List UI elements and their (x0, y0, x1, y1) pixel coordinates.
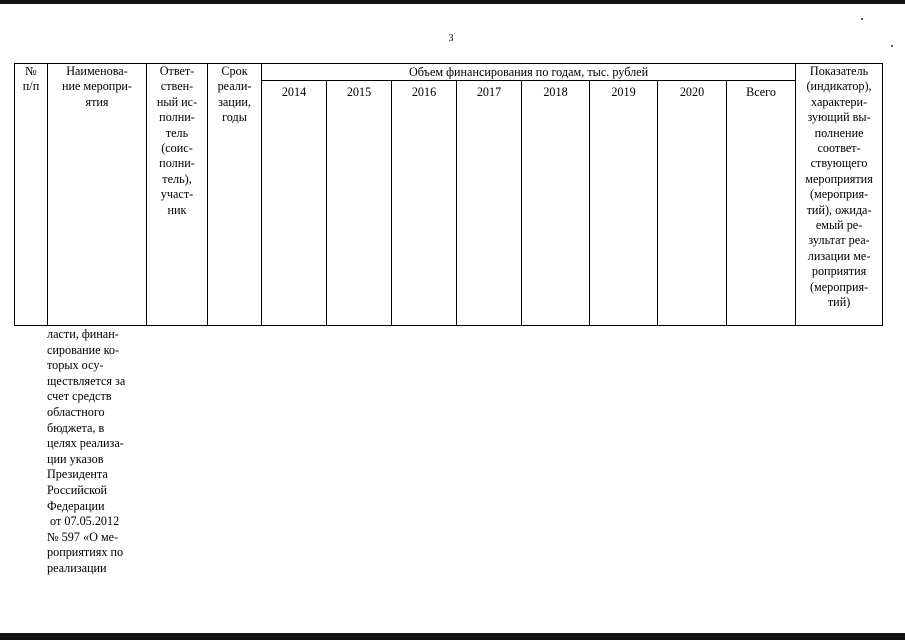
col-header-term-label: Срок реали- зации, годы (217, 64, 252, 125)
total-header: Всего (727, 81, 796, 326)
col-header-number-label: № п/п (22, 64, 40, 94)
year-header: 2015 (327, 81, 392, 326)
col-header-name-label: Наименова- ние меропри- ятия (61, 64, 132, 109)
year-header: 2018 (522, 81, 590, 326)
funding-plan-table (14, 63, 883, 326)
year-header: 2019 (590, 81, 658, 326)
year-header: 2014 (262, 81, 327, 326)
year-header: 2016 (392, 81, 457, 326)
table-header-row (15, 64, 883, 81)
col-header-responsible (147, 64, 208, 326)
scan-edge-bottom (0, 633, 905, 640)
col-header-indicator (796, 64, 883, 326)
scan-edge-top (0, 0, 905, 4)
scan-speck (891, 45, 893, 47)
page-number: 3 (448, 33, 454, 44)
continuation-text: ласти, финан- сирование ко- торых осу- ществляется за счет средств областного бюджета, в целях реализа- ции указов Президента Российской Федерации от 07.05.2012 № 597 «О ме- роприятиях по реализации (47, 327, 126, 575)
col-header-funding: Объем финансирования по годам, тыс. рублей (262, 64, 796, 81)
col-header-indicator-label: Показатель (индикатор), характери- зующий вы- полнение соответ- ствующего мероприятия (мероприя- тий), ожида- емый ре- зультат реа- лизации ме- роприятия (мероприя- тий) (805, 64, 873, 310)
year-header: 2020 (658, 81, 727, 326)
col-header-term (208, 64, 262, 326)
col-header-name (48, 64, 147, 326)
year-header: 2017 (457, 81, 522, 326)
scan-speck (861, 18, 863, 20)
col-header-responsible-label: Ответ- ствен- ный ис- полни- тель (соис- полни- тель), участ- ник (156, 64, 198, 217)
col-header-number (15, 64, 48, 326)
